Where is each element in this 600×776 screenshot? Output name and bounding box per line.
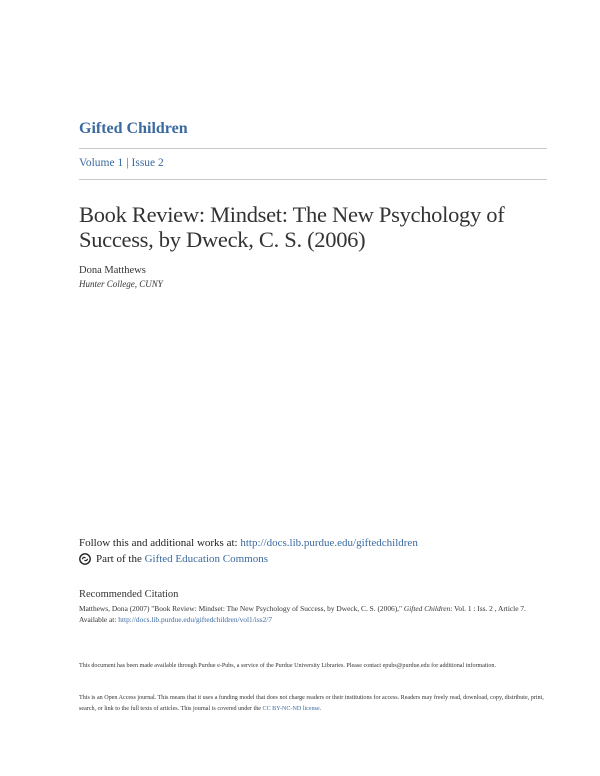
follow-link[interactable]: http://docs.lib.purdue.edu/giftedchildren	[240, 537, 418, 549]
volume-link[interactable]: Volume 1	[79, 157, 124, 169]
citation-heading: Recommended Citation	[79, 589, 179, 600]
open-access-notice	[79, 693, 549, 714]
citation-text	[79, 603, 549, 625]
issue-link[interactable]: Issue 2	[131, 157, 164, 169]
issue-breadcrumb	[79, 157, 164, 169]
journal-title: Gifted Children	[79, 120, 188, 137]
available-label: Available at:	[79, 615, 119, 624]
citation-journal: Gifted Children	[403, 604, 451, 613]
citation-link[interactable]: http://docs.lib.purdue.edu/giftedchildren/vol1/iss2/7	[118, 615, 273, 624]
follow-line	[79, 537, 418, 549]
repository-notice: This document has been made available through Purdue e-Pubs, a service of the Purdue University Libraries. Please contact epubs@purdue.edu for additional information.	[79, 663, 496, 669]
part-of-line	[79, 553, 268, 565]
bottom-divider	[79, 179, 547, 180]
top-divider	[79, 148, 547, 149]
open-access-end: .	[319, 705, 322, 712]
part-of-label: Part of the	[96, 553, 142, 565]
citation-volume: : Vol. 1 : Iss. 2 , Article 7.	[450, 604, 526, 613]
license-link[interactable]: CC BY-NC-ND license	[262, 705, 320, 712]
follow-label: Follow this and additional works at:	[79, 537, 241, 549]
commons-link[interactable]: Gifted Education Commons	[144, 553, 269, 565]
article-title: Book Review: Mindset: The New Psychology of Success, by Dweck, C. S. (2006)	[79, 202, 505, 252]
open-access-text: This is an Open Access journal. This means that it uses a funding model that does not charge readers or their institutions for access. Readers may freely read, download, copy, distribute, print, search, or link to the full texts of articles. This journal is covered under the	[79, 695, 544, 712]
citation-body: Matthews, Dona (2007) "Book Review: Mindset: The New Psychology of Success, by Dweck, C. S. (2006),"	[79, 604, 404, 613]
author-affiliation: Hunter College, CUNY	[79, 279, 163, 289]
author-name: Dona Matthews	[79, 265, 146, 276]
creative-commons-icon	[79, 553, 91, 565]
breadcrumb-separator: |	[126, 157, 129, 169]
